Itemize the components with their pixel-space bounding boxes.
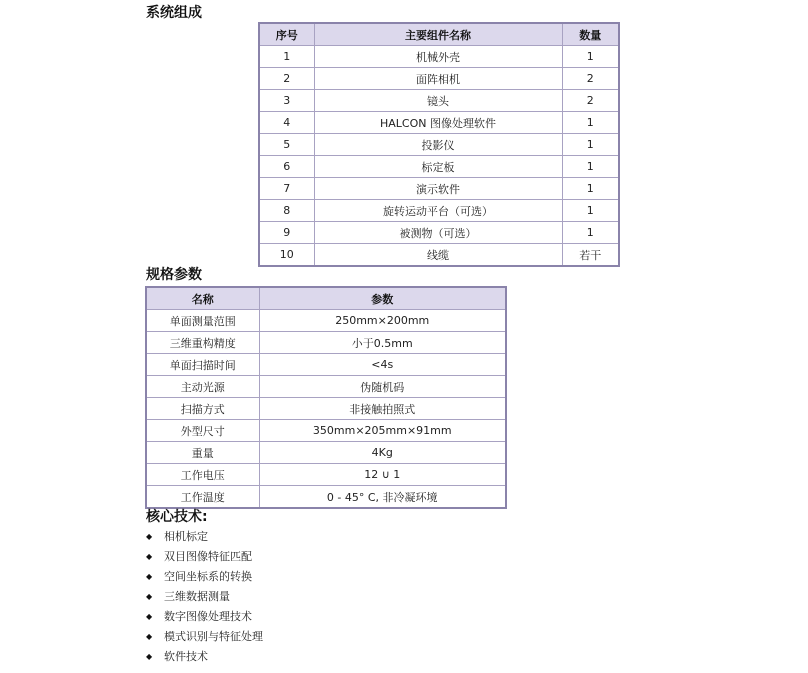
row-component: 投影仪 <box>314 134 562 156</box>
table-row <box>259 222 619 244</box>
table-row <box>146 354 506 376</box>
table-row <box>259 244 619 267</box>
spec-name: 工作温度 <box>146 486 259 509</box>
table-row <box>259 90 619 112</box>
spec-value: 4Kg <box>259 442 506 464</box>
diamond-bullet-icon: ◆ <box>146 532 153 541</box>
row-quantity: 若干 <box>562 244 619 267</box>
row-quantity: 1 <box>562 178 619 200</box>
list-item-text: 相机标定 <box>164 530 208 543</box>
spec-value: 12 ∪ 1 <box>259 464 506 486</box>
row-component: 演示软件 <box>314 178 562 200</box>
table-row <box>146 486 506 509</box>
list-item <box>146 627 263 647</box>
table-row <box>146 376 506 398</box>
table-header-row <box>259 23 619 46</box>
diamond-bullet-icon: ◆ <box>146 652 153 661</box>
spec-value: 250mm×200mm <box>259 310 506 332</box>
diamond-bullet-icon: ◆ <box>146 632 153 641</box>
row-index: 7 <box>259 178 314 200</box>
row-component: 面阵相机 <box>314 68 562 90</box>
table-row <box>259 46 619 68</box>
row-index: 6 <box>259 156 314 178</box>
list-item-text: 三维数据测量 <box>164 590 230 603</box>
spec-name: 重量 <box>146 442 259 464</box>
row-index: 9 <box>259 222 314 244</box>
specs-heading: 规格参数 <box>146 267 202 283</box>
list-item <box>146 607 263 627</box>
diamond-bullet-icon: ◆ <box>146 552 153 561</box>
row-quantity: 2 <box>562 90 619 112</box>
list-item <box>146 647 263 667</box>
row-index: 4 <box>259 112 314 134</box>
row-component: HALCON 图像处理软件 <box>314 112 562 134</box>
row-quantity: 1 <box>562 222 619 244</box>
row-quantity: 1 <box>562 112 619 134</box>
column-header-index: 序号 <box>259 23 314 46</box>
row-quantity: 1 <box>562 134 619 156</box>
table-row <box>146 442 506 464</box>
list-item-text: 软件技术 <box>164 650 208 663</box>
table-row <box>146 464 506 486</box>
row-component: 标定板 <box>314 156 562 178</box>
table-row <box>259 156 619 178</box>
table-row <box>259 178 619 200</box>
list-item-text: 数字图像处理技术 <box>164 610 252 623</box>
row-index: 3 <box>259 90 314 112</box>
row-quantity: 1 <box>562 46 619 68</box>
table-row <box>259 68 619 90</box>
core-tech-heading: 核心技术: <box>146 509 208 525</box>
column-header-parameter: 参数 <box>259 287 506 310</box>
row-quantity: 1 <box>562 156 619 178</box>
table-row <box>259 200 619 222</box>
spec-name: 主动光源 <box>146 376 259 398</box>
list-item-text: 双目图像特征匹配 <box>164 550 252 563</box>
list-item <box>146 527 263 547</box>
list-item <box>146 567 263 587</box>
table-row <box>259 134 619 156</box>
row-component: 被测物（可选） <box>314 222 562 244</box>
spec-name: 外型尺寸 <box>146 420 259 442</box>
spec-name: 单面扫描时间 <box>146 354 259 376</box>
row-quantity: 1 <box>562 200 619 222</box>
row-index: 10 <box>259 244 314 267</box>
spec-name: 单面测量范围 <box>146 310 259 332</box>
row-component: 旋转运动平台（可选） <box>314 200 562 222</box>
system-heading: 系统组成 <box>146 5 202 21</box>
list-item <box>146 547 263 567</box>
row-quantity: 2 <box>562 68 619 90</box>
table-row <box>146 310 506 332</box>
table-row <box>259 112 619 134</box>
row-component: 线缆 <box>314 244 562 267</box>
list-item-text: 模式识别与特征处理 <box>164 630 263 643</box>
spec-value: 伪随机码 <box>259 376 506 398</box>
column-header-component: 主要组件名称 <box>314 23 562 46</box>
spec-name: 工作电压 <box>146 464 259 486</box>
spec-value: <4s <box>259 354 506 376</box>
system-components-table <box>258 22 620 267</box>
diamond-bullet-icon: ◆ <box>146 572 153 581</box>
row-component: 机械外壳 <box>314 46 562 68</box>
diamond-bullet-icon: ◆ <box>146 612 153 621</box>
table-row <box>146 398 506 420</box>
row-index: 1 <box>259 46 314 68</box>
spec-value: 非接触拍照式 <box>259 398 506 420</box>
list-item-text: 空间坐标系的转换 <box>164 570 252 583</box>
spec-name: 三维重构精度 <box>146 332 259 354</box>
list-item <box>146 587 263 607</box>
row-component: 镜头 <box>314 90 562 112</box>
row-index: 8 <box>259 200 314 222</box>
table-row <box>146 420 506 442</box>
specs-table <box>145 286 507 509</box>
spec-value: 0 - 45° C, 非冷凝环境 <box>259 486 506 509</box>
table-row <box>146 332 506 354</box>
spec-value: 小于0.5mm <box>259 332 506 354</box>
core-tech-list <box>146 527 263 667</box>
diamond-bullet-icon: ◆ <box>146 592 153 601</box>
row-index: 5 <box>259 134 314 156</box>
table-header-row <box>146 287 506 310</box>
spec-name: 扫描方式 <box>146 398 259 420</box>
column-header-name: 名称 <box>146 287 259 310</box>
column-header-quantity: 数量 <box>562 23 619 46</box>
spec-value: 350mm×205mm×91mm <box>259 420 506 442</box>
row-index: 2 <box>259 68 314 90</box>
